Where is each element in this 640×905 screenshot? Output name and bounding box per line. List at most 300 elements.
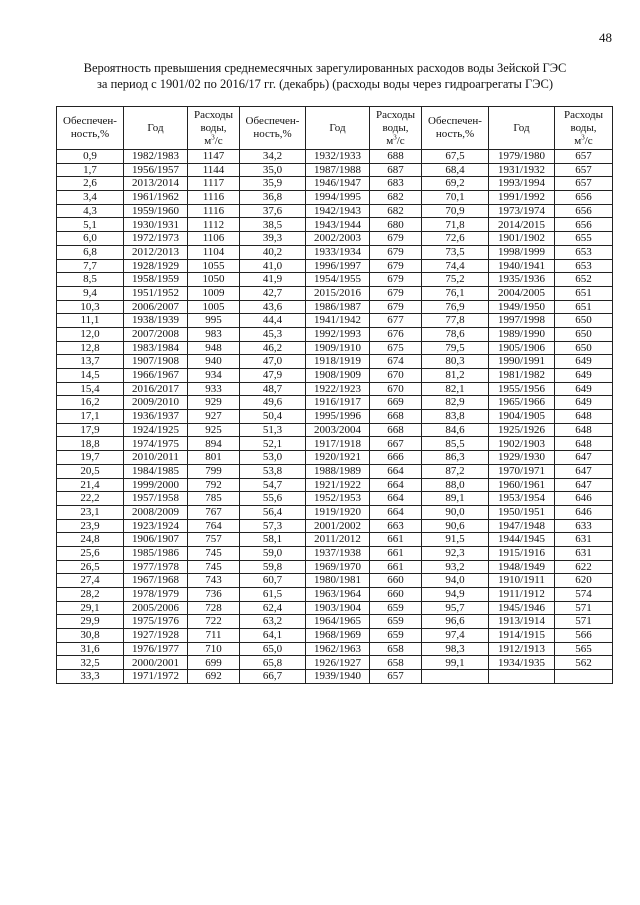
table-row [57, 437, 613, 451]
flow-cell: 670 [370, 382, 422, 396]
probability-cell: 6,8 [57, 245, 124, 259]
year-cell: 2016/2017 [124, 382, 188, 396]
probability-cell: 88,0 [422, 478, 489, 492]
year-cell: 1974/1975 [124, 437, 188, 451]
flow-cell: 669 [370, 396, 422, 410]
year-cell: 1958/1959 [124, 273, 188, 287]
flow-cell: 1116 [188, 204, 240, 218]
flow-cell: 649 [555, 355, 613, 369]
probability-cell: 69,2 [422, 177, 489, 191]
flow-cell: 743 [188, 574, 240, 588]
probability-cell: 98,3 [422, 642, 489, 656]
year-cell: 1915/1916 [489, 546, 555, 560]
year-cell: 1912/1913 [489, 642, 555, 656]
probability-cell: 55,6 [240, 492, 306, 506]
probability-cell: 4,3 [57, 204, 124, 218]
flow-cell: 934 [188, 369, 240, 383]
flow-cell: 658 [370, 656, 422, 670]
year-cell: 1931/1932 [489, 163, 555, 177]
probability-cell: 38,5 [240, 218, 306, 232]
probability-cell: 47,9 [240, 369, 306, 383]
probability-cell: 58,1 [240, 533, 306, 547]
flow-cell: 679 [370, 245, 422, 259]
year-cell: 2012/2013 [124, 245, 188, 259]
flow-cell: 647 [555, 451, 613, 465]
year-cell: 1970/1971 [489, 464, 555, 478]
probability-cell: 18,8 [57, 437, 124, 451]
flow-cell: 1104 [188, 245, 240, 259]
year-cell: 1929/1930 [489, 451, 555, 465]
probability-cell: 23,9 [57, 519, 124, 533]
flow-cell: 565 [555, 642, 613, 656]
flow-cell: 1009 [188, 286, 240, 300]
flow-cell: 655 [555, 232, 613, 246]
probability-cell: 14,5 [57, 369, 124, 383]
flow-cell: 682 [370, 204, 422, 218]
year-cell: 1988/1989 [306, 464, 370, 478]
probability-cell: 26,5 [57, 560, 124, 574]
year-cell: 1953/1954 [489, 492, 555, 506]
table-row [57, 588, 613, 602]
flow-cell: 1050 [188, 273, 240, 287]
year-cell: 2010/2011 [124, 451, 188, 465]
probability-cell: 41,9 [240, 273, 306, 287]
year-cell: 1930/1931 [124, 218, 188, 232]
year-cell: 1943/1944 [306, 218, 370, 232]
flow-cell: 927 [188, 410, 240, 424]
year-cell: 1960/1961 [489, 478, 555, 492]
year-cell: 1937/1938 [306, 546, 370, 560]
header-year: Год [124, 107, 188, 150]
probability-cell: 59,0 [240, 546, 306, 560]
flow-cell: 677 [370, 314, 422, 328]
year-cell: 2009/2010 [124, 396, 188, 410]
flow-cell: 679 [370, 273, 422, 287]
probability-cell: 6,0 [57, 232, 124, 246]
flow-cell: 676 [370, 327, 422, 341]
year-cell: 1920/1921 [306, 451, 370, 465]
year-cell: 1952/1953 [306, 492, 370, 506]
flow-cell: 659 [370, 615, 422, 629]
year-cell: 1947/1948 [489, 519, 555, 533]
probability-cell: 66,7 [240, 670, 306, 684]
table-row [57, 355, 613, 369]
flow-cell: 1106 [188, 232, 240, 246]
flow-cell: 745 [188, 546, 240, 560]
flow-cell: 659 [370, 629, 422, 643]
probability-cell: 8,5 [57, 273, 124, 287]
flow-cell: 650 [555, 327, 613, 341]
probability-cell [422, 670, 489, 684]
flow-cell: 571 [555, 601, 613, 615]
probability-cell: 90,0 [422, 505, 489, 519]
year-cell: 2006/2007 [124, 300, 188, 314]
flow-cell: 929 [188, 396, 240, 410]
probability-cell: 37,6 [240, 204, 306, 218]
document-title [60, 60, 590, 92]
flow-cell: 764 [188, 519, 240, 533]
year-cell: 1967/1968 [124, 574, 188, 588]
table-body [57, 150, 613, 684]
flow-cell: 1055 [188, 259, 240, 273]
flow-cell: 710 [188, 642, 240, 656]
year-cell: 1972/1973 [124, 232, 188, 246]
flow-cell: 799 [188, 464, 240, 478]
probability-cell: 95,7 [422, 601, 489, 615]
flow-cell: 666 [370, 451, 422, 465]
probability-cell: 44,4 [240, 314, 306, 328]
probability-cell: 22,2 [57, 492, 124, 506]
probability-cell: 54,7 [240, 478, 306, 492]
year-cell: 1981/1982 [489, 369, 555, 383]
flow-cell: 995 [188, 314, 240, 328]
flow-cell: 679 [370, 232, 422, 246]
flow-cell: 667 [370, 437, 422, 451]
table-row [57, 478, 613, 492]
probability-cell: 97,4 [422, 629, 489, 643]
probability-cell: 1,7 [57, 163, 124, 177]
probability-cell: 63,2 [240, 615, 306, 629]
year-cell: 1921/1922 [306, 478, 370, 492]
probability-cell: 31,6 [57, 642, 124, 656]
flow-cell: 663 [370, 519, 422, 533]
year-cell: 1904/1905 [489, 410, 555, 424]
flow-cell: 661 [370, 560, 422, 574]
year-cell: 1965/1966 [489, 396, 555, 410]
probability-cell: 96,6 [422, 615, 489, 629]
table-row [57, 546, 613, 560]
flow-cell: 659 [370, 601, 422, 615]
year-cell: 2002/2003 [306, 232, 370, 246]
year-cell: 1956/1957 [124, 163, 188, 177]
year-cell: 1928/1929 [124, 259, 188, 273]
year-cell: 1983/1984 [124, 341, 188, 355]
year-cell: 2004/2005 [489, 286, 555, 300]
probability-cell: 12,0 [57, 327, 124, 341]
probability-cell: 0,9 [57, 150, 124, 164]
probability-cell: 46,2 [240, 341, 306, 355]
flow-cell: 646 [555, 492, 613, 506]
year-cell: 1971/1972 [124, 670, 188, 684]
year-cell: 2014/2015 [489, 218, 555, 232]
probability-cell: 67,5 [422, 150, 489, 164]
year-cell: 1959/1960 [124, 204, 188, 218]
year-cell: 1939/1940 [306, 670, 370, 684]
year-cell: 1993/1994 [489, 177, 555, 191]
year-cell: 1990/1991 [489, 355, 555, 369]
flow-cell: 1112 [188, 218, 240, 232]
probability-cell: 73,5 [422, 245, 489, 259]
year-cell: 1982/1983 [124, 150, 188, 164]
year-cell: 1927/1928 [124, 629, 188, 643]
table-row [57, 601, 613, 615]
year-cell: 1995/1996 [306, 410, 370, 424]
flow-cell: 1147 [188, 150, 240, 164]
table-row [57, 533, 613, 547]
flow-cell: 650 [555, 314, 613, 328]
probability-cell: 13,7 [57, 355, 124, 369]
probability-cell: 51,3 [240, 423, 306, 437]
probability-cell: 64,1 [240, 629, 306, 643]
flow-cell: 757 [188, 533, 240, 547]
probability-cell: 43,6 [240, 300, 306, 314]
year-cell: 2007/2008 [124, 327, 188, 341]
probability-cell: 39,3 [240, 232, 306, 246]
probability-cell: 16,2 [57, 396, 124, 410]
year-cell: 1938/1939 [124, 314, 188, 328]
flow-cell: 661 [370, 533, 422, 547]
probability-cell: 83,8 [422, 410, 489, 424]
flow-cell: 682 [370, 191, 422, 205]
year-cell: 2005/2006 [124, 601, 188, 615]
table-row [57, 574, 613, 588]
flow-cell: 649 [555, 396, 613, 410]
flow-cell: 631 [555, 533, 613, 547]
table-row [57, 451, 613, 465]
flow-cell: 656 [555, 191, 613, 205]
year-cell: 1911/1912 [489, 588, 555, 602]
probability-cell: 36,8 [240, 191, 306, 205]
probability-cell: 53,0 [240, 451, 306, 465]
flow-cell: 983 [188, 327, 240, 341]
probability-cell: 93,2 [422, 560, 489, 574]
probability-cell: 3,4 [57, 191, 124, 205]
table-row [57, 259, 613, 273]
year-cell: 1950/1951 [489, 505, 555, 519]
flow-cell: 933 [188, 382, 240, 396]
probability-cell: 12,8 [57, 341, 124, 355]
probability-cell: 89,1 [422, 492, 489, 506]
probability-cell: 80,3 [422, 355, 489, 369]
probability-cell: 17,1 [57, 410, 124, 424]
year-cell: 1954/1955 [306, 273, 370, 287]
year-cell: 1984/1985 [124, 464, 188, 478]
flow-cell [555, 670, 613, 684]
year-cell: 1968/1969 [306, 629, 370, 643]
flow-cell: 657 [370, 670, 422, 684]
probability-cell: 94,0 [422, 574, 489, 588]
probability-cell: 29,9 [57, 615, 124, 629]
table-row [57, 245, 613, 259]
flow-cell: 664 [370, 492, 422, 506]
year-cell: 1942/1943 [306, 204, 370, 218]
probability-cell: 21,4 [57, 478, 124, 492]
header-flow: Расходы воды, $м^3/с$ [555, 107, 613, 150]
flow-cell: 648 [555, 423, 613, 437]
probability-cell: 50,4 [240, 410, 306, 424]
table-row [57, 369, 613, 383]
year-cell: 1976/1977 [124, 642, 188, 656]
flow-cell: 651 [555, 300, 613, 314]
probability-cell: 7,7 [57, 259, 124, 273]
flow-cell: 1005 [188, 300, 240, 314]
year-cell: 2008/2009 [124, 505, 188, 519]
probability-cell: 19,7 [57, 451, 124, 465]
year-cell: 1932/1933 [306, 150, 370, 164]
year-cell: 1964/1965 [306, 615, 370, 629]
year-cell: 1991/1992 [489, 191, 555, 205]
table-row [57, 505, 613, 519]
year-cell: 1923/1924 [124, 519, 188, 533]
probability-cell: 76,1 [422, 286, 489, 300]
flow-cell: 664 [370, 505, 422, 519]
probability-cell: 68,4 [422, 163, 489, 177]
table-row [57, 410, 613, 424]
table-row [57, 492, 613, 506]
flow-cell: 631 [555, 546, 613, 560]
flow-cell: 785 [188, 492, 240, 506]
table-row [57, 163, 613, 177]
flow-cell: 925 [188, 423, 240, 437]
year-cell: 1979/1980 [489, 150, 555, 164]
table-row [57, 560, 613, 574]
table-row [57, 629, 613, 643]
flow-cell: 661 [370, 546, 422, 560]
table-row [57, 519, 613, 533]
flow-cell: 647 [555, 478, 613, 492]
flow-cell: 566 [555, 629, 613, 643]
probability-cell: 15,4 [57, 382, 124, 396]
probability-cell: 62,4 [240, 601, 306, 615]
probability-cell: 48,7 [240, 382, 306, 396]
flow-cell: 668 [370, 410, 422, 424]
year-cell: 1966/1967 [124, 369, 188, 383]
header-probability: Обеспечен- ность,% [422, 107, 489, 150]
year-cell: 1949/1950 [489, 300, 555, 314]
table-row [57, 615, 613, 629]
header-row [57, 107, 613, 150]
year-cell: 1918/1919 [306, 355, 370, 369]
probability-cell: 30,8 [57, 629, 124, 643]
probability-cell: 90,6 [422, 519, 489, 533]
flow-cell: 648 [555, 410, 613, 424]
flow-cell: 652 [555, 273, 613, 287]
table-row [57, 656, 613, 670]
probability-cell: 82,9 [422, 396, 489, 410]
year-cell: 1996/1997 [306, 259, 370, 273]
flow-cell: 801 [188, 451, 240, 465]
flow-cell: 675 [370, 341, 422, 355]
flow-cell: 653 [555, 245, 613, 259]
table-row [57, 204, 613, 218]
year-cell: 2000/2001 [124, 656, 188, 670]
probability-cell: 72,6 [422, 232, 489, 246]
year-cell: 1962/1963 [306, 642, 370, 656]
year-cell: 1978/1979 [124, 588, 188, 602]
year-cell: 1917/1918 [306, 437, 370, 451]
table-row [57, 396, 613, 410]
year-cell: 1998/1999 [489, 245, 555, 259]
probability-cell: 87,2 [422, 464, 489, 478]
table-row [57, 314, 613, 328]
year-cell: 1975/1976 [124, 615, 188, 629]
year-cell: 1907/1908 [124, 355, 188, 369]
header-year: Год [306, 107, 370, 150]
flow-cell: 1116 [188, 191, 240, 205]
year-cell: 1919/1920 [306, 505, 370, 519]
year-cell: 1969/1970 [306, 560, 370, 574]
probability-cell: 52,1 [240, 437, 306, 451]
year-cell: 2001/2002 [306, 519, 370, 533]
flow-cell: 649 [555, 369, 613, 383]
probability-cell: 57,3 [240, 519, 306, 533]
table-row [57, 670, 613, 684]
flow-cell: 728 [188, 601, 240, 615]
year-cell: 1985/1986 [124, 546, 188, 560]
probability-cell: 11,1 [57, 314, 124, 328]
year-cell: 1986/1987 [306, 300, 370, 314]
probability-cell: 59,8 [240, 560, 306, 574]
probability-cell: 77,8 [422, 314, 489, 328]
year-cell: 1973/1974 [489, 204, 555, 218]
table-row [57, 150, 613, 164]
probability-cell: 74,4 [422, 259, 489, 273]
year-cell: 1901/1902 [489, 232, 555, 246]
flow-cell: 711 [188, 629, 240, 643]
flow-cell: 687 [370, 163, 422, 177]
flow-cell: 648 [555, 437, 613, 451]
year-cell: 1961/1962 [124, 191, 188, 205]
header-year: Год [489, 107, 555, 150]
probability-cell: 10,3 [57, 300, 124, 314]
table-row [57, 464, 613, 478]
flow-cell: 657 [555, 150, 613, 164]
probability-cell: 27,4 [57, 574, 124, 588]
year-cell: 1946/1947 [306, 177, 370, 191]
probability-cell: 70,9 [422, 204, 489, 218]
flow-cell: 1144 [188, 163, 240, 177]
flow-cell: 646 [555, 505, 613, 519]
flow-cell: 656 [555, 204, 613, 218]
flow-cell: 688 [370, 150, 422, 164]
flow-cell: 571 [555, 615, 613, 629]
year-cell: 1934/1935 [489, 656, 555, 670]
flow-cell: 562 [555, 656, 613, 670]
flow-cell: 649 [555, 382, 613, 396]
year-cell: 1963/1964 [306, 588, 370, 602]
flow-cell: 679 [370, 286, 422, 300]
flow-cell: 660 [370, 574, 422, 588]
year-cell: 1913/1914 [489, 615, 555, 629]
table-row [57, 218, 613, 232]
year-cell: 1925/1926 [489, 423, 555, 437]
probability-cell: 85,5 [422, 437, 489, 451]
year-cell: 1933/1934 [306, 245, 370, 259]
year-cell: 1906/1907 [124, 533, 188, 547]
year-cell: 1944/1945 [489, 533, 555, 547]
table-row [57, 232, 613, 246]
probability-cell: 45,3 [240, 327, 306, 341]
flow-cell: 651 [555, 286, 613, 300]
probability-cell: 56,4 [240, 505, 306, 519]
flow-cell: 633 [555, 519, 613, 533]
probability-cell: 25,6 [57, 546, 124, 560]
probability-cell: 34,2 [240, 150, 306, 164]
flow-cell: 692 [188, 670, 240, 684]
flow-cell: 653 [555, 259, 613, 273]
header-flow: Расходы воды, $м^3/с$ [370, 107, 422, 150]
year-cell: 1908/1909 [306, 369, 370, 383]
flow-cell: 699 [188, 656, 240, 670]
probability-cell: 40,2 [240, 245, 306, 259]
table-row [57, 341, 613, 355]
probability-cell: 20,5 [57, 464, 124, 478]
probability-cell: 42,7 [240, 286, 306, 300]
probability-cell: 24,8 [57, 533, 124, 547]
year-cell: 2013/2014 [124, 177, 188, 191]
flow-cell: 664 [370, 478, 422, 492]
table-row [57, 382, 613, 396]
